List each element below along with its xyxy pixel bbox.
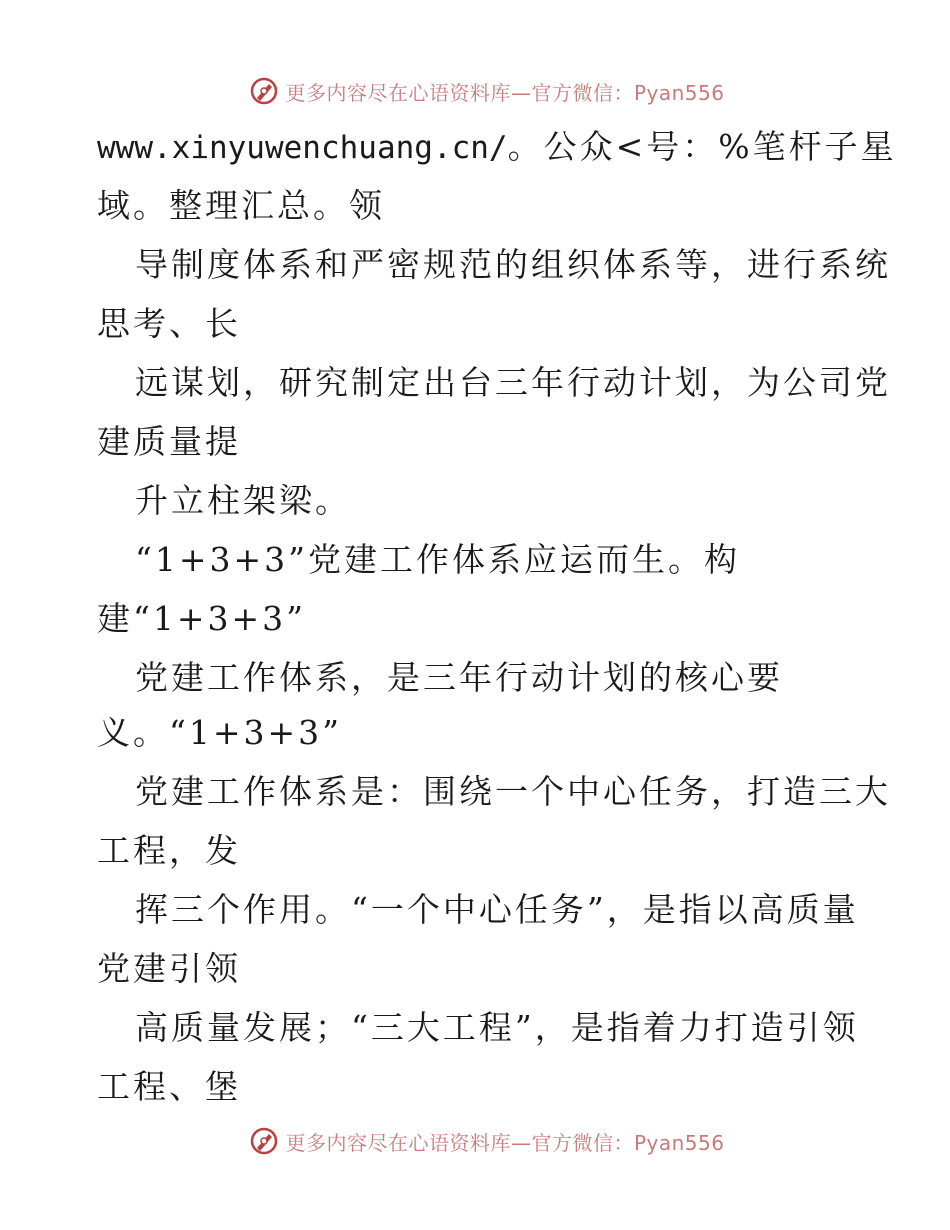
body-line-9: 建“1+3+3” [97,599,307,638]
body-line-14: 挥三个作用。“一个中心任务”，是指以高质量 [135,890,859,929]
body-line-12: 党建工作体系是：围绕一个中心任务，打造三大 [135,772,891,811]
watermark-text: 更多内容尽在心语资料库—官方微信：Pyan556 [285,1130,725,1155]
body-line-13: 工程，发 [97,831,241,870]
body-line-10: 党建工作体系，是三年行动计划的核心要 [135,658,783,697]
body-line-6: 建质量提 [97,422,241,461]
body-line-1: www.xinyuwenchuang.cn/。公众<号：%笔杆子星 [97,127,897,166]
footer-watermark [0,1121,950,1161]
pen-logo-icon [249,1126,279,1156]
header-watermark [0,71,950,111]
body-line-15: 党建引领 [97,949,241,988]
body-line-3: 导制度体系和严密规范的组织体系等，进行系统 [135,245,891,284]
body-line-17: 工程、堡 [97,1067,241,1106]
watermark-text: 更多内容尽在心语资料库—官方微信：Pyan556 [285,80,725,105]
body-line-8: “1+3+3”党建工作体系应运而生。构 [135,540,741,579]
body-line-2: 域。整理汇总。领 [97,186,385,225]
body-line-4: 思考、长 [97,304,241,343]
source-url: www.xinyuwenchuang.cn/ [97,130,508,166]
body-line-11: 义。“1+3+3” [97,713,343,752]
body-line-7: 升立柱架梁。 [135,481,351,520]
body-line-16: 高质量发展；“三大工程”，是指着力打造引领 [135,1008,859,1047]
pen-logo-icon [249,76,279,106]
body-line-5: 远谋划，研究制定出台三年行动计划，为公司党 [135,363,891,402]
